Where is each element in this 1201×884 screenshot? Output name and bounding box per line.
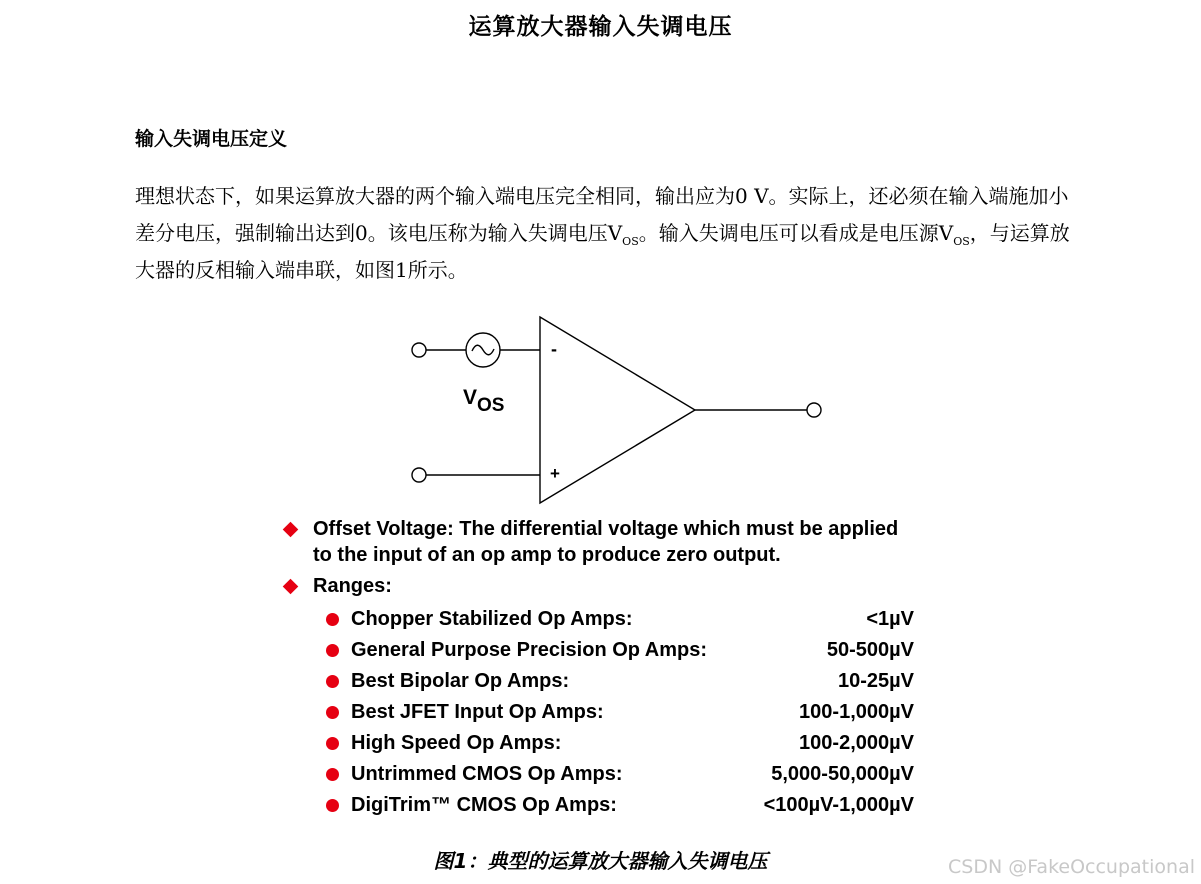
intro-text-part2: 。输入失调电压可以看成是电压源V xyxy=(638,221,954,245)
range-item xyxy=(326,759,920,790)
vos-label-main: V xyxy=(463,386,478,409)
range-item xyxy=(326,790,920,821)
intro-subscript-2: OS xyxy=(953,235,970,248)
red-dot-icon xyxy=(326,737,339,750)
red-dot-icon xyxy=(326,613,339,626)
diamond-bullet-icon xyxy=(283,579,299,595)
figure-caption: 图1：典型的运算放大器输入失调电压 xyxy=(433,849,768,873)
range-value: 100-2,000µV xyxy=(799,732,914,754)
range-item xyxy=(326,635,920,666)
red-dot-icon xyxy=(326,768,339,781)
non-inverting-input-terminal xyxy=(412,468,426,482)
op-amp-triangle xyxy=(540,317,695,503)
range-value: <100µV-1,000µV xyxy=(763,794,914,816)
inverting-input-terminal xyxy=(412,343,426,357)
red-dot-icon xyxy=(326,644,339,657)
red-dot-icon xyxy=(326,799,339,812)
diamond-bullet-icon xyxy=(283,522,299,538)
ranges-bullet xyxy=(280,573,920,599)
range-value: 100-1,000µV xyxy=(799,701,914,723)
range-value: <1µV xyxy=(866,608,914,630)
intro-subscript-1: OS xyxy=(622,235,639,248)
offset-voltage-bullet xyxy=(280,516,920,568)
range-label: DigiTrim™ CMOS Op Amps: xyxy=(351,794,617,816)
range-item xyxy=(326,728,920,759)
output-terminal xyxy=(807,403,821,417)
plus-label: + xyxy=(550,464,560,483)
intro-text-part1: 理想状态下，如果运算放大器的两个输入端电压完全相同，输出应为0 V。实际上，还必须在输入端施加小差分电压，强制输出达到0。该电压称为输入失调电压V xyxy=(135,184,1069,245)
range-label: High Speed Op Amps: xyxy=(351,732,562,754)
range-item xyxy=(326,666,920,697)
range-label: General Purpose Precision Op Amps: xyxy=(351,639,708,661)
vos-label-sub: OS xyxy=(477,395,505,416)
offset-voltage-text: Offset Voltage: The differential voltage which must be applied to the input of an op amp to produce zero output. xyxy=(313,518,899,566)
range-label: Chopper Stabilized Op Amps: xyxy=(351,608,633,630)
red-dot-icon xyxy=(326,675,339,688)
range-label: Untrimmed CMOS Op Amps: xyxy=(351,763,623,785)
red-dot-icon xyxy=(326,706,339,719)
ranges-label: Ranges: xyxy=(313,575,392,597)
page-title: 运算放大器输入失调电压 xyxy=(468,14,733,40)
watermark: CSDN @FakeOccupational xyxy=(948,856,1195,878)
range-value: 5,000-50,000µV xyxy=(771,763,914,785)
range-label: Best JFET Input Op Amps: xyxy=(351,701,604,723)
range-item xyxy=(326,697,920,728)
range-list xyxy=(280,604,920,821)
range-value: 10-25µV xyxy=(837,670,914,692)
range-item xyxy=(326,604,920,635)
bullet-list xyxy=(280,512,920,821)
minus-label: - xyxy=(551,339,557,359)
range-label: Best Bipolar Op Amps: xyxy=(351,670,570,692)
range-value: 50-500µV xyxy=(826,639,914,661)
section-heading: 输入失调电压定义 xyxy=(135,128,288,150)
intro-text-part3: ，与运算放大器的反相输入端串联，如图1所示。 xyxy=(135,221,1070,282)
